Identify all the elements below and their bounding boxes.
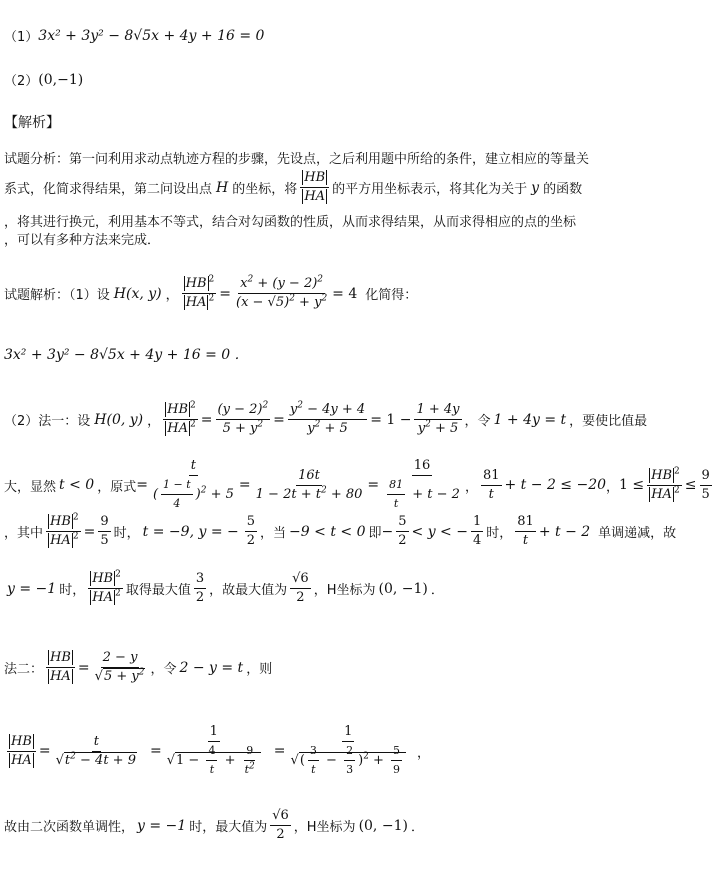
section-heading: 【解析】 <box>4 115 60 131</box>
answer-1-label: （1） <box>4 30 39 45</box>
ratio-hb-ha: $\frac{HB}{HA}$ <box>300 170 329 205</box>
method-1-line-1: （2）法一：设 H(0, y) ， $\frac{HB ^2}{HA ^2}$ = $\frac{(y - 2)^2}{5 + y^2}$ = $\frac{y^2 - 4y + 4}{y^2 + 5}$ = 1 − $\frac{1 + 4y}{y^2 + 5}$ ，令 1 + 4y = t ，要使比值最 <box>4 400 648 436</box>
answer-1 <box>4 26 264 45</box>
method-2-line-2: $\frac{HB}{HA}$ = $\frac{t}{√t^2 - 4t + 9}$ = 1 √1 − $\frac{4}{t}$ + $\frac{9}{t^2}$ = 1 √( $\frac{3}{t}$ − $\frac{2}{3}$ )$^2$ + $\frac{5}{9}$ ， <box>4 724 430 778</box>
analysis-line-3: ，将其进行换元，利用基本不等式，结合对勾函数的性质，从而求得结果，从而求得相应的点的坐标 <box>4 215 577 230</box>
conclusion: 故由二次函数单调性， y = −1 时，最大值为 $\frac{√6}{2}$ ，H坐标为 (0, −1) ． <box>4 808 424 842</box>
method-1-line-4: y = −1 时， $\frac{HB ^2}{HA ^2}$ 取得最大值 $\frac{3}{2}$ ，故最大值为 $\frac{√6}{2}$ ，H坐标为 (0, −1) ． <box>7 569 444 605</box>
answer-2 <box>4 70 83 89</box>
answer-2-point: (0,−1) <box>38 71 84 88</box>
solution-part-1: 试题解析：（1）设 H(x, y) ， $\frac{HB ^2}{HA ^2}$ = $\frac{x^2 + (y - 2)^2}{(x - √5)^2 + y^2}$ = 4 化简得： <box>4 274 418 310</box>
answer-2-label: （2） <box>4 74 39 89</box>
answer-1-equation: 3x² + 3y² − 8√5x + 4y + 16 = 0 <box>38 27 265 44</box>
method-1-line-3: ，其中 $\frac{HB ^2}{HA ^2}$ = $\frac{9}{5}$ 时， t = −9, y = − $\frac{5}{2}$ ，当 −9 < t < 0 即 − $\frac{5}{2}$ < y < − $\frac{1}{4}$ 时， $\frac{81}{t}$ + t − 2 单调递减，故 <box>4 512 677 548</box>
method-1-line-2: 大，显然 t < 0 ，原式 = t ( $\frac{1 - t}{4}$ )$^2$ + 5 = $\frac{16t}{1 - 2t + t^2 + 80}$ = 16 $\frac{81}{t}$ + t − 2 ， $\frac{81}{t}$ + t − 2 ≤ −20 ， 1 ≤ $\frac{HB ^2}{HA ^2}$ ≤ $\frac{9}{5}$ <box>4 458 710 510</box>
method-2-line-1: 法二： $\frac{HB}{HA}$ = $\frac{2 - y}{√5 + y^2}$ ，令 2 − y = t ，则 <box>4 650 273 684</box>
analysis-line-4: ，可以有多种方法来完成． <box>4 233 161 248</box>
part-1-equation: 3x² + 3y² − 8√5x + 4y + 16 = 0 ． <box>4 347 249 363</box>
analysis-line-1: 试题分析：第一问利用求动点轨迹方程的步骤，先设点，之后利用题中所给的条件，建立相应的等量关 <box>4 152 590 167</box>
analysis-line-2: 系式，化简求得结果，第二问设出点 H 的坐标，将 $\frac{HB}{HA}$ 的平方用坐标表示，将其化为关于 y 的函数 <box>4 170 583 204</box>
